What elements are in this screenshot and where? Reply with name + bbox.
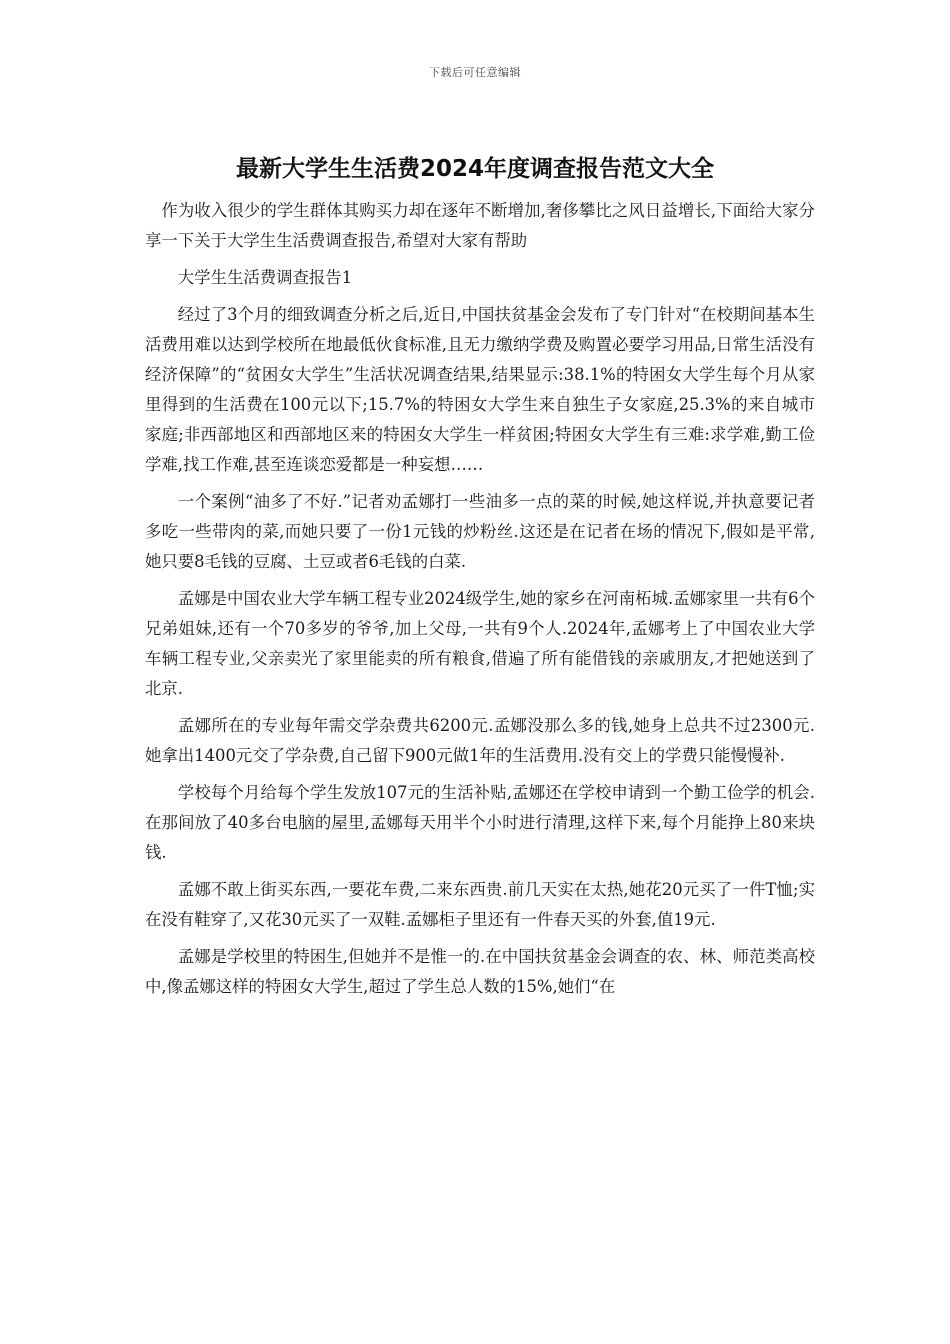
body-paragraph: 经过了3个月的细致调查分析之后,近日,中国扶贫基金会发布了专门针对“在校期间基本生活费用难以达到学校所在地最低伙食标准,且无力缴纳学费及购置必要学习用品,日常生活没有经济保障”的“贫困女大学生”生活状况调查结果,结果显示:38.1%的特困女大学生每个月从家里得到的生活费在100元以下;15.7%的特困女大学生来自独生子女家庭,25.3%的来自城市家庭;非西部地区和西部地区来的特困女大学生一样贫困;特困女大学生有三难:求学难,勤工俭学难,找工作难,甚至连谈恋爱都是一种妄想……: [145, 305, 815, 474]
body-paragraph: 学校每个月给每个学生发放107元的生活补贴,孟娜还在学校申请到一个勤工俭学的机会.在那间放了40多台电脑的屋里,孟娜每天用半个小时进行清理,这样下来,每个月能挣上80来块钱.: [145, 783, 815, 862]
body-paragraph: 孟娜是学校里的特困生,但她并不是惟一的.在中国扶贫基金会调查的农、林、师范类高校中,像孟娜这样的特困女大学生,超过了学生总人数的15%,她们“在: [145, 947, 815, 996]
body-paragraph: 一个案例“油多了不好.”记者劝孟娜打一些油多一点的菜的时候,她这样说,并执意要记者多吃一些带肉的菜,而她只要了一份1元钱的炒粉丝.这还是在记者在场的情况下,假如是平常,她只要8毛钱的豆腐、土豆或者6毛钱的白菜.: [145, 492, 815, 571]
section-heading: 大学生生活费调查报告1: [177, 268, 353, 287]
body-paragraph: 孟娜所在的专业每年需交学杂费共6200元.孟娜没那么多的钱,她身上总共不过2300元.她拿出1400元交了学杂费,自己留下900元做1年的生活费用.没有交上的学费只能慢慢补.: [145, 716, 815, 765]
body-paragraph: 孟娜是中国农业大学车辆工程专业2024级学生,她的家乡在河南柘城.孟娜家里一共有6个兄弟姐妹,还有一个70多岁的爷爷,加上父母,一共有9个人.2024年,孟娜考上了中国农业大学车辆工程专业,父亲卖光了家里能卖的所有粮食,借遍了所有能借钱的亲戚朋友,才把她送到了北京.: [145, 589, 815, 698]
header-note: 下载后可任意编辑: [429, 66, 521, 79]
document-title: 最新大学生生活费2024年度调查报告范文大全: [235, 156, 714, 182]
body-paragraph: 孟娜不敢上街买东西,一要花车费,二来东西贵.前几天实在太热,她花20元买了一件T恤;实在没有鞋穿了,又花30元买了一双鞋.孟娜柜子里还有一件春天买的外套,值19元.: [145, 880, 815, 929]
intro-paragraph: 作为收入很少的学生群体其购买力却在逐年不断增加,奢侈攀比之风日益增长,下面给大家分享一下关于大学生生活费调查报告,希望对大家有帮助: [145, 201, 815, 250]
document-body: [145, 196, 815, 1009]
